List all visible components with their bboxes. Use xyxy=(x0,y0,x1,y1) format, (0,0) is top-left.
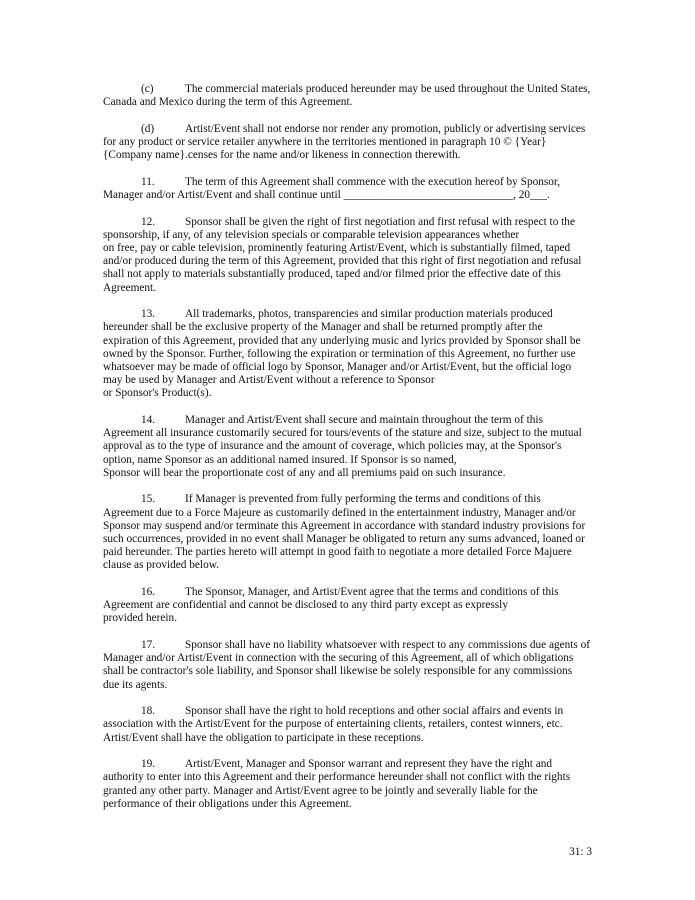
paragraph-line: may be used by Manager and Artist/Event without a reference to Sponsor xyxy=(103,374,435,387)
paragraph-line: Manager and/or Artist/Event and shall continue until ______________________________, 20___. xyxy=(103,189,550,201)
paragraph-line: clause as provided below. xyxy=(103,559,219,572)
paragraph-line: provided herein. xyxy=(103,612,178,625)
paragraph-line: approval as to the type of insurance and the amount of coverage, which policies may, at the Sponsor's xyxy=(103,440,562,453)
paragraph-first-line xyxy=(103,176,593,189)
paragraph-line: shall be contractor's sole liability, and Sponsor shall likewise be solely responsible for any commissions xyxy=(103,665,573,678)
paragraph-line: Artist/Event shall have the obligation to participate in these receptions. xyxy=(103,731,424,744)
paragraph-label: 19. xyxy=(141,758,156,771)
paragraph-label: 13. xyxy=(141,308,156,321)
paragraph-line: Agreement. xyxy=(103,281,157,294)
paragraph-label: (c) xyxy=(141,83,154,95)
paragraph-first-line xyxy=(103,216,593,229)
paragraph-11 xyxy=(103,176,593,202)
paragraph-line: Manager and/or Artist/Event in connection with the securing of this Agreement, all of which obligations xyxy=(103,652,574,665)
paragraph-line: option, name Sponsor as an additional named insured. If Sponsor is so named, xyxy=(103,453,457,466)
paragraph-c xyxy=(103,83,593,109)
paragraph-text: Sponsor shall have the right to hold receptions and other social affairs and events in xyxy=(185,705,564,718)
paragraph-text: All trademarks, photos, transparencies and similar production materials produced xyxy=(185,308,553,321)
page-number: 31: 3 xyxy=(569,846,592,858)
paragraph-line: due its agents. xyxy=(103,678,168,691)
paragraph-line: shall not apply to materials substantially produced, taped and/or filmed prior the effective date of this xyxy=(103,268,561,281)
paragraph-label: 18. xyxy=(141,705,156,718)
paragraph-text: The term of this Agreement shall commence with the execution hereof by Sponsor, xyxy=(185,175,561,188)
paragraph-text: Sponsor shall have no liability whatsoever with respect to any commissions due agents of xyxy=(185,639,591,652)
paragraph-text: Manager and Artist/Event shall secure and maintain throughout the term of this xyxy=(185,414,543,427)
paragraph-text: If Manager is prevented from fully performing the terms and conditions of this xyxy=(185,493,541,506)
paragraph-line: performance of their obligations under this Agreement. xyxy=(103,797,352,810)
paragraph-line: sponsorship, if any, of any television specials or comparable television appearances whether xyxy=(103,228,520,241)
paragraph-line: association with the Artist/Event for the purpose of entertaining clients, retailers, contest winners, etc. xyxy=(103,718,563,731)
paragraph-first-line xyxy=(103,123,593,136)
paragraph-line: Agreement due to a Force Majeure as customarily defined in the entertainment industry, Manager and/or xyxy=(103,506,576,519)
paragraph-label: 11. xyxy=(141,175,155,188)
paragraph-first-line xyxy=(103,414,593,427)
paragraph-first-line xyxy=(103,639,593,652)
paragraph-line: Agreement all insurance customarily secured for tours/events of the stature and size, subject to the mutual xyxy=(103,427,582,440)
paragraph-15 xyxy=(103,493,593,572)
paragraph-17 xyxy=(103,639,593,692)
paragraph-label: 14. xyxy=(141,414,156,427)
paragraph-text: Artist/Event shall not endorse nor render any promotion, publicly or advertising services xyxy=(185,122,586,135)
paragraph-first-line xyxy=(103,83,593,96)
paragraph-line: Sponsor will bear the proportionate cost of any and all premiums paid on such insurance. xyxy=(103,466,506,479)
paragraph-line: granted any other party. Manager and Artist/Event agree to be jointly and severally liable for the xyxy=(103,784,538,797)
paragraph-label: 12. xyxy=(141,215,156,228)
paragraph-first-line xyxy=(103,493,593,506)
paragraph-13 xyxy=(103,308,593,400)
paragraph-14 xyxy=(103,414,593,480)
paragraph-first-line xyxy=(103,586,593,599)
paragraph-19 xyxy=(103,758,593,811)
paragraph-line: expiration of this Agreement, provided that any underlying music and lyrics provided by Sponsor shall be xyxy=(103,334,581,347)
paragraph-line: for any product or service retailer anywhere in the territories mentioned in paragraph 10 © {Year} xyxy=(103,136,547,148)
paragraph-line: and/or produced during the term of this Agreement, provided that this right of first negotiation and refusal xyxy=(103,255,582,268)
paragraph-line: hereunder shall be the exclusive property of the Manager and shall be returned promptly after the xyxy=(103,321,543,334)
paragraph-line: owned by the Sponsor. Further, following the expiration or termination of this Agreement, no further use xyxy=(103,347,576,360)
paragraph-text: The Sponsor, Manager, and Artist/Event agree that the terms and conditions of this xyxy=(185,586,559,599)
paragraph-line: whatsoever may be made of official logo by Sponsor, Manager and/or Artist/Event, but the official logo xyxy=(103,361,572,374)
paragraph-text: Artist/Event, Manager and Sponsor warrant and represent they have the right and xyxy=(185,758,553,771)
paragraph-text: The commercial materials produced hereunder may be used throughout the United States, xyxy=(185,83,591,95)
paragraph-first-line xyxy=(103,705,593,718)
paragraph-18 xyxy=(103,705,593,745)
paragraph-first-line xyxy=(103,758,593,771)
paragraph-label: 16. xyxy=(141,586,156,599)
paragraph-label: 15. xyxy=(141,493,156,506)
paragraph-text: Sponsor shall be given the right of first negotiation and first refusal with respect to the xyxy=(185,215,575,228)
paragraph-line: paid hereunder. The parties hereto will attempt in good faith to negotiate a more detailed Force Majuere xyxy=(103,546,572,559)
paragraph-12 xyxy=(103,216,593,295)
paragraph-16 xyxy=(103,586,593,626)
paragraph-line: Sponsor may suspend and/or terminate this Agreement in accordance with standard industry provisions for xyxy=(103,519,586,532)
paragraph-line: such occurrences, provided in no event shall Manager be obligated to return any sums advanced, loaned or xyxy=(103,533,585,546)
paragraph-line: {Company name}.censes for the name and/or likeness in connection therewith. xyxy=(103,149,461,162)
paragraph-line: authority to enter into this Agreement and their performance hereunder shall not conflict with the rights xyxy=(103,771,571,784)
paragraph-d xyxy=(103,123,593,163)
paragraph-line: on free, pay or cable television, prominently featuring Artist/Event, which is substantially filmed, taped xyxy=(103,242,571,254)
paragraph-line: Agreement are confidential and cannot be disclosed to any third party except as expressly xyxy=(103,599,508,612)
document-body xyxy=(103,83,593,824)
paragraph-label: (d) xyxy=(141,122,155,135)
paragraph-line: Canada and Mexico during the term of this Agreement. xyxy=(103,96,353,109)
paragraph-line: or Sponsor's Product(s). xyxy=(103,387,212,400)
paragraph-label: 17. xyxy=(141,639,156,652)
paragraph-first-line xyxy=(103,308,593,321)
